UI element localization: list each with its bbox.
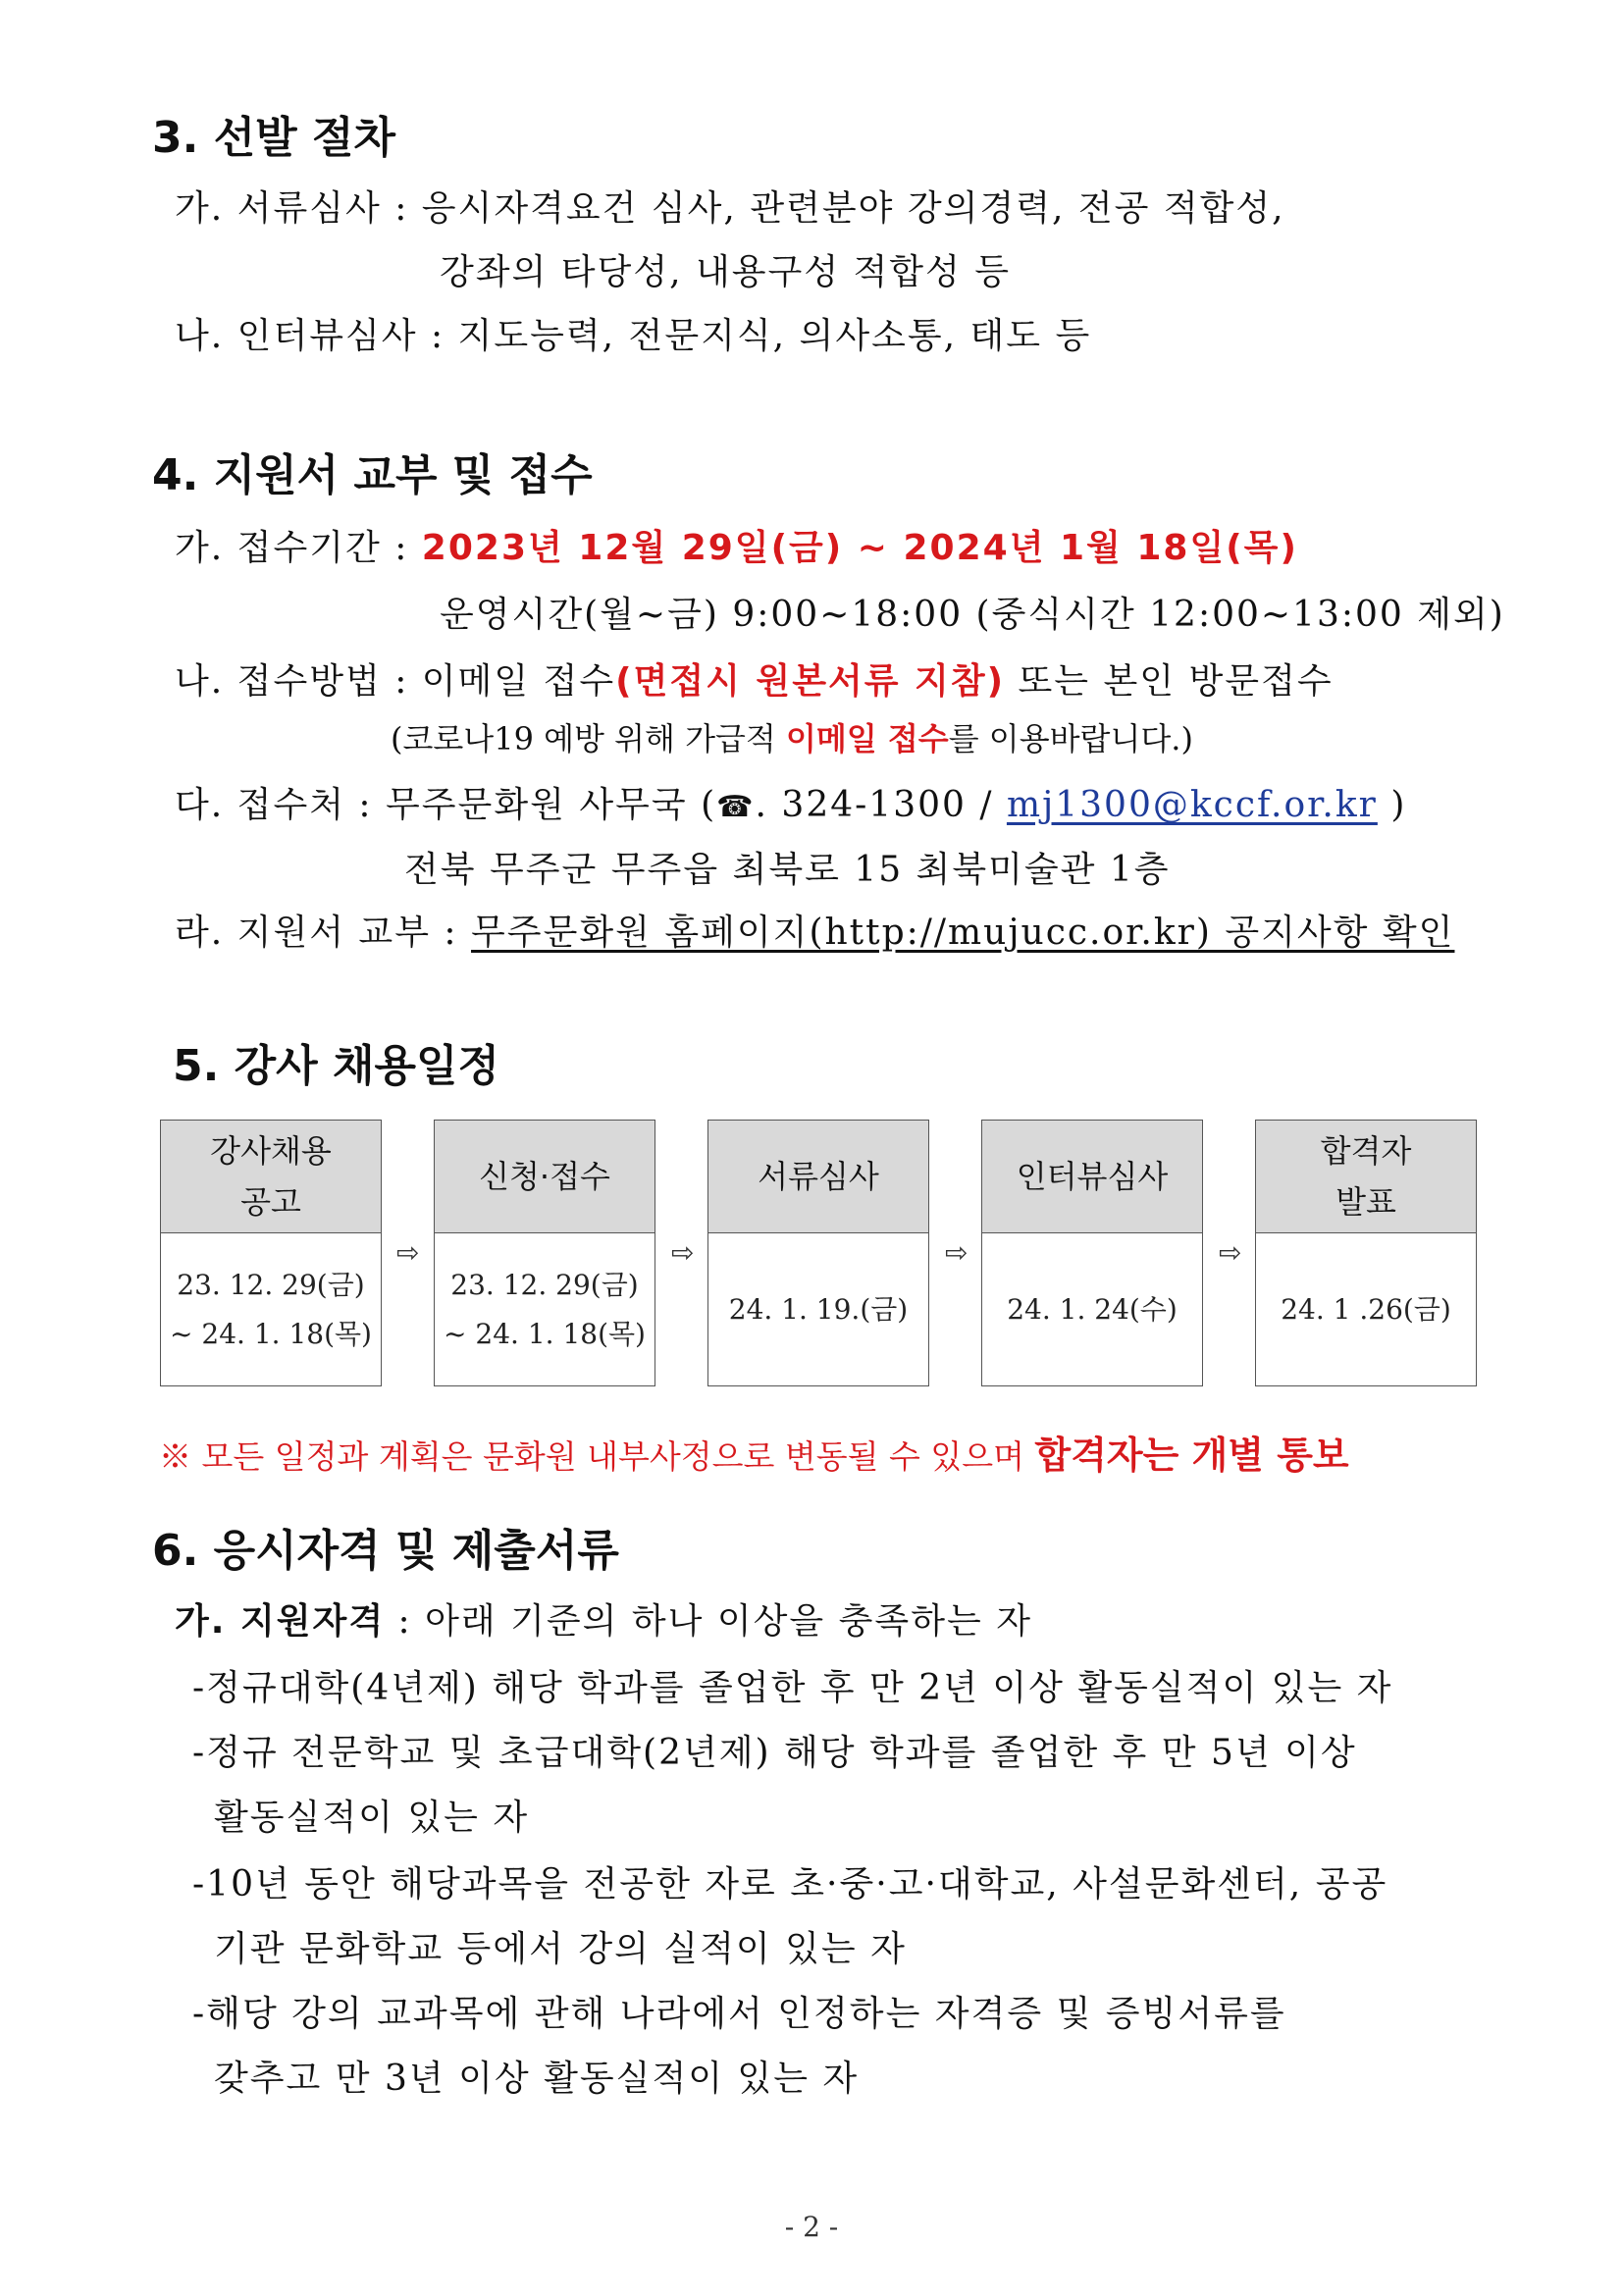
qualification-line: -10년 동안 해당과목을 전공한 자로 초·중·고·대학교, 사설문화센터, 공공: [192, 1864, 1388, 1905]
schedule-notice: [159, 1425, 1349, 1479]
arrow-right-icon: ⇨: [396, 1236, 420, 1269]
schedule-step-result: [1255, 1120, 1477, 1386]
s3-item-a: 가. 서류심사 : 응시자격요건 심사, 관련분야 강의경력, 전공 적합성,: [175, 188, 1285, 229]
schedule-notice-text: ※ 모든 일정과 계획은 문화원 내부사정으로 변동될 수 있으며: [159, 1437, 1035, 1476]
step-date: 24. 1. 24(수): [1007, 1293, 1178, 1326]
schedule-step-document-review: [707, 1120, 929, 1386]
page-number: - 2 -: [784, 2211, 839, 2243]
section-4-title: 4. 지원서 교부 및 접수: [152, 450, 593, 500]
arrow-right-icon: ⇨: [671, 1236, 695, 1269]
schedule-step-interview: [981, 1120, 1203, 1386]
arrow-right-icon: ⇨: [945, 1236, 969, 1269]
s4-item-d-label: 라. 지원서 교부 :: [175, 913, 472, 953]
step-label: 합격자 발표: [1256, 1121, 1476, 1233]
schedule-step-announcement: [160, 1120, 382, 1386]
note-suffix: 를 이용바랍니다.): [948, 720, 1193, 757]
homepage-link[interactable]: 무주문화원 홈페이지(http://mujucc.or.kr) 공지사항 확인: [471, 913, 1455, 953]
note-prefix: (코로나19 예방 위해 가급적: [391, 720, 787, 757]
email-recommend: 이메일 접수: [786, 720, 949, 757]
s4-item-b-note: [391, 714, 1193, 759]
qualification-line: 활동실적이 있는 자: [214, 1798, 530, 1838]
office-address: 전북 무주군 무주읍 최북로 15 최북미술관 1층: [404, 850, 1171, 890]
arrow-right-icon: ⇨: [1219, 1236, 1242, 1269]
s4-item-d: [175, 905, 1454, 955]
phone-icon: ☎: [716, 790, 756, 824]
step-label: 서류심사: [708, 1121, 928, 1233]
step-label: 신청·접수: [435, 1121, 654, 1233]
qualification-label: 가. 지원자격: [175, 1601, 386, 1642]
individual-notification: 합격자는 개별 통보: [1034, 1434, 1349, 1477]
email-link[interactable]: mj1300@kccf.or.kr: [1006, 785, 1378, 825]
section-6-title: 6. 응시자격 및 제출서류: [152, 1526, 619, 1576]
qualification-text: : 아래 기준의 하나 이상을 충족하는 자: [385, 1601, 1032, 1642]
schedule-step-application: [434, 1120, 655, 1386]
s4-item-c: [175, 777, 1406, 827]
step-date: 23. 12. 29(금) ~ 24. 1. 18(목): [444, 1269, 646, 1350]
qualification-line: -해당 강의 교과목에 관해 나라에서 인정하는 자격증 및 증빙서류를: [192, 1994, 1286, 2034]
section-3-title: 3. 선발 절차: [152, 113, 395, 163]
s3-item-a-cont: 강좌의 타당성, 내용구성 적합성 등: [440, 252, 1012, 292]
step-date: 23. 12. 29(금) ~ 24. 1. 18(목): [170, 1269, 372, 1350]
s4-item-a-label: 가. 접수기간 :: [175, 528, 422, 568]
s4-item-b: [175, 653, 1334, 704]
s4-item-b-label: 나. 접수방법 : 이메일 접수: [175, 661, 616, 702]
qualification-line: -정규대학(4년제) 해당 학과를 졸업한 후 만 2년 이상 활동실적이 있는 자: [192, 1668, 1393, 1708]
step-label: 강사채용 공고: [161, 1121, 381, 1233]
s4-item-c-label: 다. 접수처 : 무주문화원 사무국 (: [175, 785, 717, 825]
step-label: 인터뷰심사: [982, 1121, 1202, 1233]
s4-item-a: [175, 520, 1298, 570]
qualification-line: 갖추고 만 3년 이상 활동실적이 있는 자: [214, 2059, 860, 2099]
s3-item-b: 나. 인터뷰심사 : 지도능력, 전문지식, 의사소통, 태도 등: [175, 316, 1092, 356]
application-period: 2023년 12월 29일(금) ~ 2024년 1월 18일(목): [421, 528, 1298, 568]
paren-close: ): [1377, 785, 1407, 825]
s6-item-a: [175, 1593, 1032, 1644]
qualification-line: -정규 전문학교 및 초급대학(2년제) 해당 학과를 졸업한 후 만 5년 이상: [192, 1733, 1357, 1773]
step-date: 24. 1. 19.(금): [728, 1293, 909, 1326]
phone-number: . 324-1300 /: [755, 785, 1007, 825]
step-date: 24. 1 .26(금): [1281, 1293, 1451, 1326]
section-5-title: 5. 강사 채용일정: [173, 1041, 499, 1091]
s4-item-b-suffix: 또는 본인 방문접수: [1005, 661, 1334, 702]
s4-operating-hours: 운영시간(월~금) 9:00~18:00 (중식시간 12:00~13:00 제외): [440, 595, 1505, 635]
bring-original-note: (면접시 원본서류 지참): [615, 661, 1006, 702]
qualification-line: 기관 문화학교 등에서 강의 실적이 있는 자: [214, 1929, 907, 1969]
